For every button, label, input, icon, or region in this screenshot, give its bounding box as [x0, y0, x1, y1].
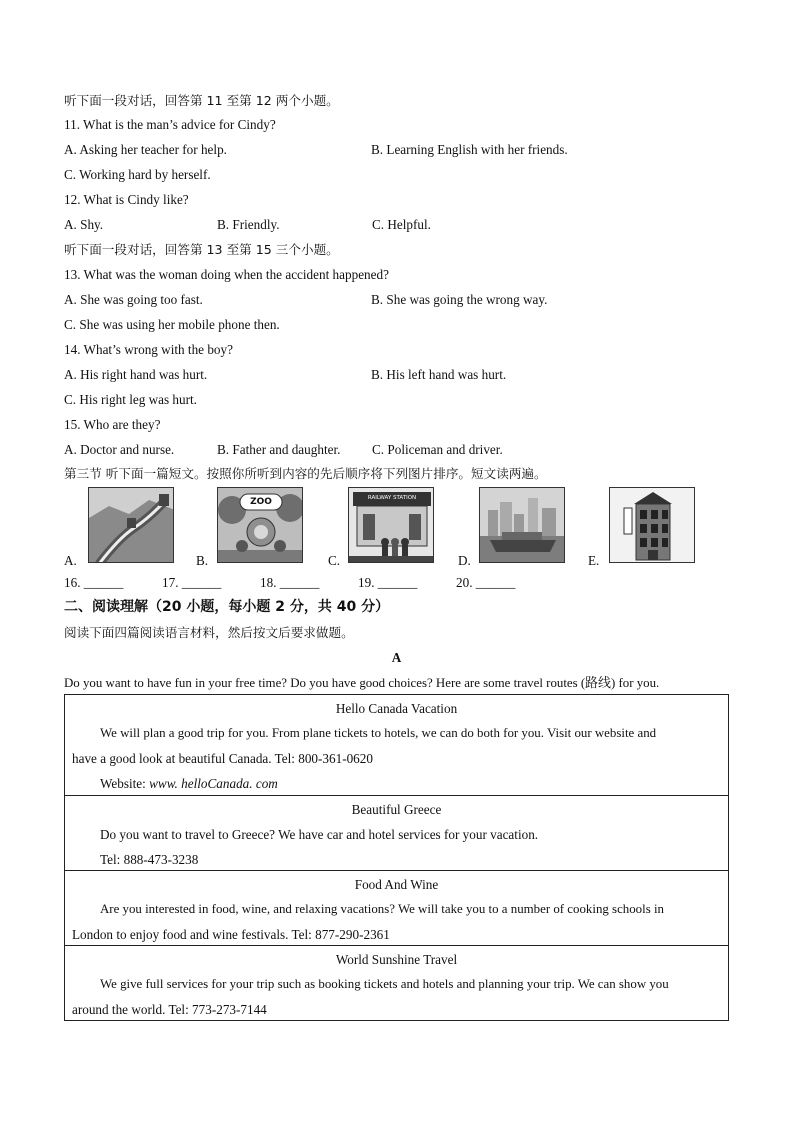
ad-text: around the world. Tel: 773-273-7144: [72, 1002, 267, 1017]
q11-option-b: B. Learning English with her friends.: [371, 142, 568, 157]
city-boat-icon: [479, 487, 565, 563]
picture-label-d: D.: [458, 553, 471, 568]
q12-option-a: A. Shy.: [64, 217, 104, 232]
website-label: Website:: [100, 776, 150, 791]
intro-13-15: 听下面一段对话，回答第 13 至第 15 三个小题。: [64, 242, 339, 257]
q15-option-a: A. Doctor and nurse.: [64, 442, 175, 457]
website-link[interactable]: www. helloCanada. com: [149, 776, 278, 791]
q13-option-c: C. She was using her mobile phone then.: [64, 317, 280, 332]
ad-text: We give full services for your trip such as booking tickets and hotels and planning your trip. We can show you: [100, 977, 669, 991]
ad-text: Are you interested in food, wine, and relaxing vacations? We will take you to a number of cooking schools in: [100, 902, 664, 916]
q12-option-c: C. Helpful.: [372, 217, 431, 232]
answer-blank-19[interactable]: 19. ______: [358, 575, 418, 590]
q15-option-b: B. Father and daughter.: [217, 442, 341, 457]
ad-box-food-wine: [64, 870, 729, 946]
ad-text: Tel: 888-473-3238: [100, 852, 199, 867]
q11-option-c: C. Working hard by herself.: [64, 167, 211, 182]
q12-option-b: B. Friendly.: [217, 217, 280, 232]
ad-title: Hello Canada Vacation: [335, 701, 458, 716]
railway-station-sign: RAILWAY STATION: [367, 495, 417, 501]
ad-text: We will plan a good trip for you. From plane tickets to hotels, we can do both for you. Visit our website and: [100, 726, 657, 740]
ad-box-world-sunshine: [64, 945, 729, 1021]
great-wall-icon: [88, 487, 174, 563]
q11-option-a: A. Asking her teacher for help.: [64, 142, 227, 157]
zoo-sign: ZOO: [250, 497, 272, 507]
ad-box-greece: [64, 795, 729, 871]
answer-blank-20[interactable]: 20. ______: [456, 575, 516, 590]
ad-website: [100, 776, 278, 792]
railway-station-icon: [348, 487, 434, 563]
reading-title: 二、阅读理解（20 小题，每小题 2 分，共 40 分）: [64, 599, 390, 615]
building-icon: [609, 487, 695, 563]
ad-title: Beautiful Greece: [351, 802, 442, 817]
q15-option-c: C. Policeman and driver.: [372, 442, 503, 457]
passage-intro: Do you want to have fun in your free time? Do you have good choices? Here are some travel routes (路线) for you.: [64, 676, 660, 690]
q14-option-a: A. His right hand was hurt.: [64, 367, 208, 382]
zoo-icon: [217, 487, 303, 563]
picture-label-e: E.: [588, 553, 600, 568]
q12-stem: 12. What is Cindy like?: [64, 192, 189, 207]
passage-label: A: [391, 650, 402, 665]
q15-stem: 15. Who are they?: [64, 417, 161, 432]
q11-stem: 11. What is the man’s advice for Cindy?: [64, 117, 276, 132]
q14-option-b: B. His left hand was hurt.: [371, 367, 507, 382]
q13-stem: 13. What was the woman doing when the accident happened?: [64, 267, 389, 282]
q14-stem: 14. What’s wrong with the boy?: [64, 342, 233, 357]
ad-title: Food And Wine: [354, 877, 439, 892]
answer-blank-18[interactable]: 18. ______: [260, 575, 320, 590]
q13-option-a: A. She was going too fast.: [64, 292, 203, 307]
section3-instruction: 第三节 听下面一篇短文。按照你所听到内容的先后顺序将下列图片排序。短文读两遍。: [64, 466, 547, 481]
ad-text: have a good look at beautiful Canada. Tel: 800-361-0620: [72, 751, 373, 766]
picture-label-c: C.: [328, 553, 341, 568]
picture-label-a: A.: [64, 553, 77, 568]
intro-11-12: 听下面一段对话，回答第 11 至第 12 两个小题。: [64, 93, 339, 108]
reading-instruction: 阅读下面四篇阅读语言材料，然后按文后要求做题。: [64, 625, 354, 640]
ad-text: Do you want to travel to Greece? We have car and hotel services for your vacation.: [100, 827, 539, 842]
ad-text: London to enjoy food and wine festivals. Tel: 877-290-2361: [72, 927, 390, 942]
picture-label-b: B.: [196, 553, 209, 568]
ad-box-canada: [64, 694, 729, 796]
q13-option-b: B. She was going the wrong way.: [371, 292, 548, 307]
ad-title: World Sunshine Travel: [335, 952, 458, 967]
answer-blank-16[interactable]: 16. ______: [64, 575, 124, 590]
q14-option-c: C. His right leg was hurt.: [64, 392, 197, 407]
answer-blank-17[interactable]: 17. ______: [162, 575, 222, 590]
